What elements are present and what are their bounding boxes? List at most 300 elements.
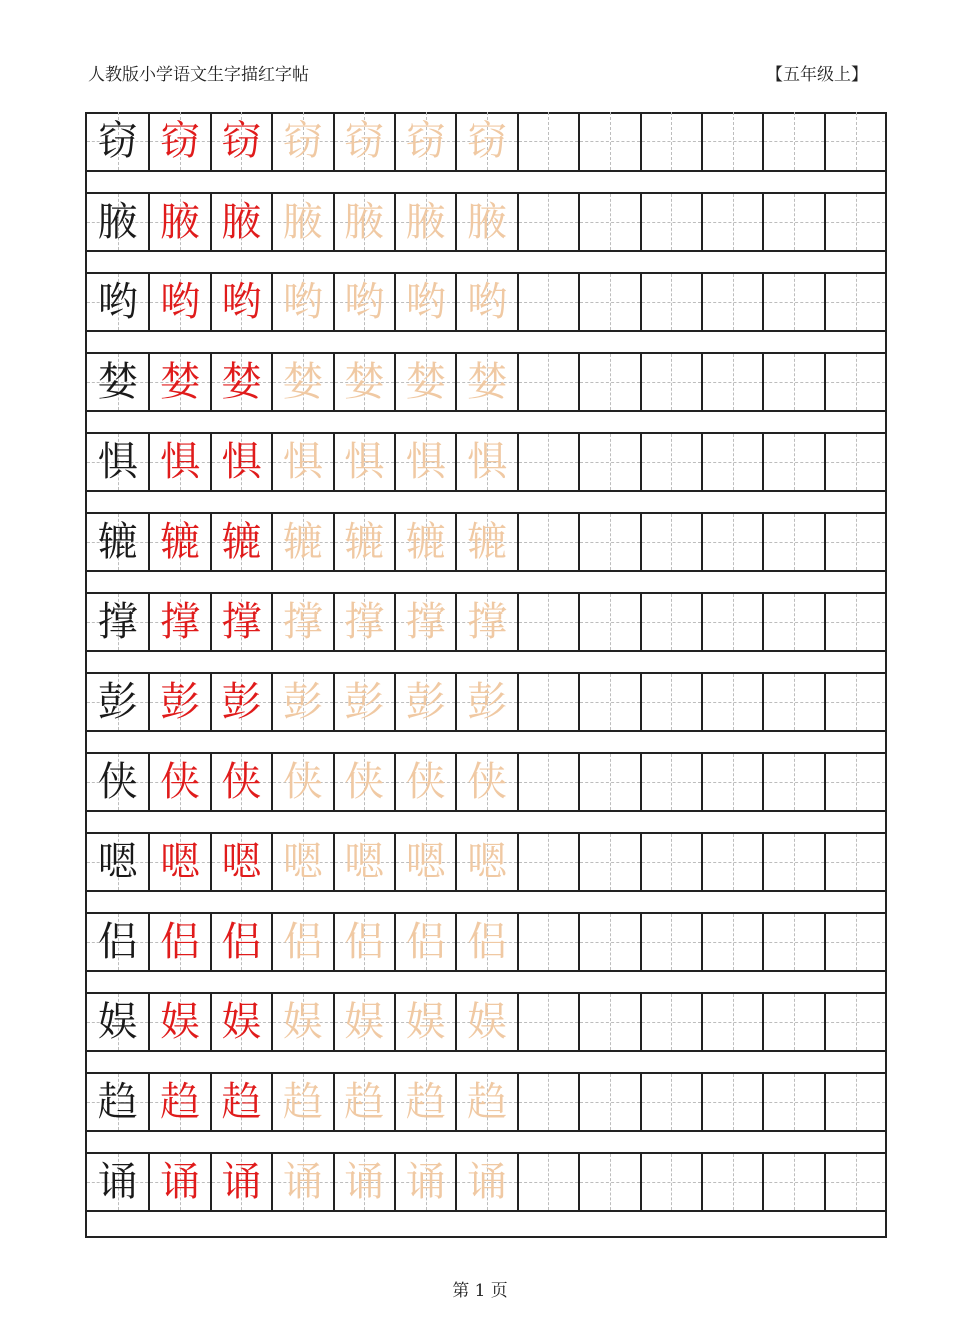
- trace-character: 哟: [344, 279, 385, 325]
- practice-row: [87, 592, 885, 652]
- red-character: 嗯: [221, 839, 262, 885]
- model-character: 腋: [97, 199, 138, 245]
- red-character: 嗯: [160, 839, 201, 885]
- guide-line-vertical: [548, 274, 549, 330]
- trace-character: 诵: [344, 1159, 385, 1205]
- guide-line-vertical: [856, 594, 857, 650]
- red-copy-cell: [210, 432, 271, 492]
- model-character: 诵: [97, 1159, 138, 1205]
- blank-practice-cell: [517, 992, 578, 1052]
- trace-character: 侠: [467, 759, 508, 805]
- blank-practice-cell: [762, 1072, 823, 1132]
- blank-practice-cell: [578, 352, 639, 412]
- trace-character: 惧: [405, 439, 446, 485]
- guide-line-vertical: [671, 112, 672, 170]
- blank-practice-cell: [517, 112, 578, 172]
- guide-line-vertical: [548, 194, 549, 250]
- practice-row: [87, 1152, 885, 1212]
- guide-line-vertical: [733, 274, 734, 330]
- red-copy-cell: [148, 832, 209, 892]
- guide-line-vertical: [794, 1074, 795, 1130]
- trace-character: 彭: [344, 679, 385, 725]
- blank-practice-cell: [762, 112, 823, 172]
- red-copy-cell: [210, 752, 271, 812]
- trace-cell: [394, 992, 455, 1052]
- trace-character: 惧: [467, 439, 508, 485]
- red-character: 趋: [160, 1079, 201, 1125]
- blank-practice-cell: [640, 432, 701, 492]
- model-cell: [87, 1072, 148, 1132]
- blank-practice-cell: [824, 112, 886, 172]
- blank-practice-cell: [640, 912, 701, 972]
- red-copy-cell: [148, 992, 209, 1052]
- red-copy-cell: [210, 352, 271, 412]
- red-copy-cell: [210, 112, 271, 172]
- blank-practice-cell: [701, 752, 762, 812]
- red-copy-cell: [148, 352, 209, 412]
- guide-line-vertical: [671, 434, 672, 490]
- model-cell: [87, 752, 148, 812]
- blank-practice-cell: [578, 1072, 639, 1132]
- guide-line-vertical: [548, 834, 549, 890]
- trace-character: 彭: [405, 679, 446, 725]
- blank-practice-cell: [701, 992, 762, 1052]
- red-copy-cell: [210, 1072, 271, 1132]
- guide-line-vertical: [671, 914, 672, 970]
- red-copy-cell: [148, 912, 209, 972]
- blank-practice-cell: [578, 272, 639, 332]
- red-character: 婪: [221, 359, 262, 405]
- trace-character: 窃: [282, 118, 323, 164]
- trace-cell: [271, 272, 332, 332]
- trace-character: 撑: [467, 599, 508, 645]
- trace-cell: [333, 1152, 394, 1212]
- guide-line-vertical: [671, 1074, 672, 1130]
- blank-practice-cell: [824, 272, 886, 332]
- guide-line-vertical: [733, 914, 734, 970]
- trace-cell: [271, 192, 332, 252]
- trace-cell: [333, 432, 394, 492]
- guide-line-vertical: [671, 834, 672, 890]
- trace-character: 侣: [344, 919, 385, 965]
- red-copy-cell: [210, 672, 271, 732]
- red-copy-cell: [210, 192, 271, 252]
- trace-cell: [333, 512, 394, 572]
- model-character: 娱: [97, 999, 138, 1045]
- trace-character: 婪: [467, 359, 508, 405]
- trace-cell: [455, 512, 516, 572]
- guide-line-vertical: [610, 354, 611, 410]
- trace-cell: [394, 912, 455, 972]
- guide-line-vertical: [794, 914, 795, 970]
- model-cell: [87, 1152, 148, 1212]
- blank-practice-cell: [824, 752, 886, 812]
- guide-line-vertical: [548, 112, 549, 170]
- blank-practice-cell: [578, 752, 639, 812]
- blank-practice-cell: [517, 592, 578, 652]
- red-character: 侠: [160, 759, 201, 805]
- guide-line-vertical: [856, 514, 857, 570]
- trace-character: 惧: [344, 439, 385, 485]
- trace-character: 嗯: [405, 839, 446, 885]
- guide-line-vertical: [548, 434, 549, 490]
- red-character: 彭: [221, 679, 262, 725]
- red-character: 腋: [160, 199, 201, 245]
- blank-practice-cell: [762, 512, 823, 572]
- trace-character: 趋: [467, 1079, 508, 1125]
- blank-practice-cell: [640, 192, 701, 252]
- model-character: 惧: [97, 439, 138, 485]
- guide-line-vertical: [671, 194, 672, 250]
- trace-cell: [455, 1152, 516, 1212]
- blank-practice-cell: [762, 352, 823, 412]
- blank-practice-cell: [640, 832, 701, 892]
- trace-character: 腋: [282, 199, 323, 245]
- guide-line-vertical: [610, 194, 611, 250]
- guide-line-vertical: [733, 434, 734, 490]
- trace-cell: [333, 592, 394, 652]
- guide-line-vertical: [856, 1154, 857, 1210]
- guide-line-vertical: [794, 354, 795, 410]
- blank-practice-cell: [701, 192, 762, 252]
- guide-line-vertical: [794, 994, 795, 1050]
- guide-line-vertical: [856, 994, 857, 1050]
- red-character: 窃: [160, 118, 201, 164]
- trace-character: 嗯: [467, 839, 508, 885]
- blank-practice-cell: [640, 592, 701, 652]
- guide-line-vertical: [671, 354, 672, 410]
- trace-cell: [271, 1072, 332, 1132]
- red-character: 辘: [221, 519, 262, 565]
- guide-line-vertical: [794, 834, 795, 890]
- blank-practice-cell: [701, 512, 762, 572]
- red-character: 窃: [221, 118, 262, 164]
- red-character: 趋: [221, 1079, 262, 1125]
- model-cell: [87, 592, 148, 652]
- blank-practice-cell: [578, 192, 639, 252]
- practice-row: [87, 1072, 885, 1132]
- blank-practice-cell: [824, 992, 886, 1052]
- blank-practice-cell: [701, 912, 762, 972]
- trace-character: 侠: [405, 759, 446, 805]
- practice-row: [87, 912, 885, 972]
- guide-line-vertical: [856, 354, 857, 410]
- model-character: 侣: [97, 919, 138, 965]
- model-cell: [87, 672, 148, 732]
- red-copy-cell: [210, 272, 271, 332]
- practice-row: [87, 352, 885, 412]
- blank-practice-cell: [824, 1152, 886, 1212]
- blank-practice-cell: [640, 752, 701, 812]
- guide-line-vertical: [733, 1074, 734, 1130]
- trace-character: 窃: [344, 118, 385, 164]
- trace-character: 侠: [344, 759, 385, 805]
- trace-cell: [455, 432, 516, 492]
- model-cell: [87, 992, 148, 1052]
- blank-practice-cell: [701, 1072, 762, 1132]
- page-number: 第 1 页: [452, 1281, 508, 1301]
- guide-line-vertical: [794, 274, 795, 330]
- trace-cell: [333, 672, 394, 732]
- trace-cell: [271, 352, 332, 412]
- red-character: 撑: [160, 599, 201, 645]
- guide-line-vertical: [610, 834, 611, 890]
- guide-line-vertical: [794, 112, 795, 170]
- guide-line-vertical: [794, 434, 795, 490]
- guide-line-vertical: [856, 754, 857, 810]
- guide-line-vertical: [856, 194, 857, 250]
- guide-line-vertical: [794, 594, 795, 650]
- blank-practice-cell: [640, 352, 701, 412]
- trace-cell: [455, 912, 516, 972]
- blank-practice-cell: [640, 512, 701, 572]
- blank-practice-cell: [640, 1072, 701, 1132]
- guide-line-vertical: [610, 434, 611, 490]
- guide-line-vertical: [671, 994, 672, 1050]
- trace-character: 辘: [282, 519, 323, 565]
- red-copy-cell: [148, 672, 209, 732]
- trace-cell: [394, 832, 455, 892]
- guide-line-vertical: [733, 834, 734, 890]
- trace-cell: [455, 992, 516, 1052]
- red-copy-cell: [210, 592, 271, 652]
- guide-line-vertical: [610, 754, 611, 810]
- blank-practice-cell: [517, 1152, 578, 1212]
- blank-practice-cell: [824, 912, 886, 972]
- trace-cell: [271, 672, 332, 732]
- blank-practice-cell: [578, 992, 639, 1052]
- red-character: 侠: [221, 759, 262, 805]
- red-copy-cell: [210, 832, 271, 892]
- guide-line-vertical: [794, 194, 795, 250]
- blank-practice-cell: [701, 1152, 762, 1212]
- guide-line-vertical: [856, 112, 857, 170]
- red-copy-cell: [148, 1152, 209, 1212]
- guide-line-vertical: [610, 1074, 611, 1130]
- trace-cell: [455, 192, 516, 252]
- guide-line-vertical: [856, 1074, 857, 1130]
- blank-practice-cell: [701, 832, 762, 892]
- trace-cell: [333, 272, 394, 332]
- trace-character: 诵: [405, 1159, 446, 1205]
- red-character: 侣: [160, 919, 201, 965]
- trace-character: 趋: [344, 1079, 385, 1125]
- guide-line-vertical: [733, 194, 734, 250]
- model-character: 婪: [97, 359, 138, 405]
- practice-row: [87, 272, 885, 332]
- guide-line-vertical: [671, 674, 672, 730]
- guide-line-vertical: [610, 914, 611, 970]
- trace-character: 惧: [282, 439, 323, 485]
- blank-practice-cell: [701, 272, 762, 332]
- red-character: 哟: [221, 279, 262, 325]
- blank-practice-cell: [762, 992, 823, 1052]
- blank-practice-cell: [517, 512, 578, 572]
- blank-practice-cell: [762, 752, 823, 812]
- model-character: 辘: [97, 519, 138, 565]
- guide-line-vertical: [548, 994, 549, 1050]
- blank-practice-cell: [640, 992, 701, 1052]
- trace-cell: [333, 1072, 394, 1132]
- trace-character: 侣: [405, 919, 446, 965]
- blank-practice-cell: [824, 192, 886, 252]
- trace-cell: [394, 432, 455, 492]
- model-character: 撑: [97, 599, 138, 645]
- trace-character: 婪: [405, 359, 446, 405]
- guide-line-vertical: [548, 754, 549, 810]
- red-copy-cell: [148, 192, 209, 252]
- trace-cell: [333, 832, 394, 892]
- trace-cell: [271, 1152, 332, 1212]
- trace-cell: [271, 112, 332, 172]
- red-character: 撑: [221, 599, 262, 645]
- trace-character: 趋: [282, 1079, 323, 1125]
- guide-line-vertical: [548, 1074, 549, 1130]
- trace-character: 婪: [344, 359, 385, 405]
- blank-practice-cell: [762, 1152, 823, 1212]
- blank-practice-cell: [762, 272, 823, 332]
- trace-cell: [394, 752, 455, 812]
- trace-cell: [394, 192, 455, 252]
- blank-practice-cell: [640, 272, 701, 332]
- red-copy-cell: [148, 432, 209, 492]
- blank-practice-cell: [762, 832, 823, 892]
- blank-practice-cell: [762, 192, 823, 252]
- blank-practice-cell: [517, 192, 578, 252]
- red-copy-cell: [148, 112, 209, 172]
- guide-line-vertical: [856, 834, 857, 890]
- red-character: 彭: [160, 679, 201, 725]
- model-character: 趋: [97, 1079, 138, 1125]
- trace-character: 腋: [467, 199, 508, 245]
- guide-line-vertical: [548, 1154, 549, 1210]
- trace-cell: [271, 992, 332, 1052]
- trace-character: 哟: [467, 279, 508, 325]
- guide-line-vertical: [794, 754, 795, 810]
- trace-cell: [455, 592, 516, 652]
- trace-character: 娱: [344, 999, 385, 1045]
- guide-line-vertical: [610, 514, 611, 570]
- guide-line-vertical: [610, 594, 611, 650]
- trace-character: 侣: [467, 919, 508, 965]
- practice-row: [87, 672, 885, 732]
- red-character: 惧: [221, 439, 262, 485]
- blank-practice-cell: [824, 672, 886, 732]
- model-character: 哟: [97, 279, 138, 325]
- red-copy-cell: [210, 1152, 271, 1212]
- guide-line-vertical: [794, 1154, 795, 1210]
- guide-line-vertical: [671, 594, 672, 650]
- trace-cell: [394, 592, 455, 652]
- blank-practice-cell: [640, 1152, 701, 1212]
- guide-line-vertical: [856, 914, 857, 970]
- blank-practice-cell: [578, 1152, 639, 1212]
- trace-cell: [271, 592, 332, 652]
- trace-cell: [394, 1072, 455, 1132]
- blank-practice-cell: [578, 112, 639, 172]
- guide-line-vertical: [733, 514, 734, 570]
- trace-cell: [394, 272, 455, 332]
- blank-practice-cell: [824, 1072, 886, 1132]
- model-character: 侠: [97, 759, 138, 805]
- blank-practice-cell: [517, 672, 578, 732]
- trace-character: 彭: [282, 679, 323, 725]
- blank-practice-cell: [640, 112, 701, 172]
- blank-practice-cell: [824, 592, 886, 652]
- blank-practice-cell: [762, 672, 823, 732]
- blank-practice-cell: [701, 112, 762, 172]
- trace-character: 撑: [344, 599, 385, 645]
- trace-character: 撑: [405, 599, 446, 645]
- guide-line-vertical: [794, 674, 795, 730]
- trace-cell: [333, 992, 394, 1052]
- trace-cell: [455, 352, 516, 412]
- red-copy-cell: [148, 1072, 209, 1132]
- trace-character: 哟: [282, 279, 323, 325]
- red-copy-cell: [148, 752, 209, 812]
- model-cell: [87, 832, 148, 892]
- guide-line-vertical: [733, 354, 734, 410]
- model-cell: [87, 112, 148, 172]
- guide-line-vertical: [856, 674, 857, 730]
- trace-cell: [455, 672, 516, 732]
- trace-cell: [455, 112, 516, 172]
- model-character: 窃: [97, 118, 138, 164]
- guide-line-vertical: [733, 754, 734, 810]
- guide-line-vertical: [548, 594, 549, 650]
- guide-line-vertical: [610, 674, 611, 730]
- trace-cell: [455, 1072, 516, 1132]
- practice-row: [87, 192, 885, 252]
- model-cell: [87, 912, 148, 972]
- blank-practice-cell: [701, 592, 762, 652]
- model-cell: [87, 272, 148, 332]
- trace-character: 嗯: [344, 839, 385, 885]
- blank-practice-cell: [762, 592, 823, 652]
- blank-practice-cell: [578, 432, 639, 492]
- guide-line-vertical: [856, 434, 857, 490]
- trace-cell: [455, 832, 516, 892]
- blank-practice-cell: [762, 912, 823, 972]
- guide-line-vertical: [610, 1154, 611, 1210]
- trace-character: 彭: [467, 679, 508, 725]
- trace-cell: [333, 352, 394, 412]
- trace-character: 诵: [467, 1159, 508, 1205]
- blank-practice-cell: [517, 1072, 578, 1132]
- blank-practice-cell: [517, 752, 578, 812]
- trace-character: 辘: [344, 519, 385, 565]
- guide-line-vertical: [548, 914, 549, 970]
- blank-practice-cell: [701, 352, 762, 412]
- guide-line-vertical: [733, 594, 734, 650]
- trace-character: 辘: [467, 519, 508, 565]
- practice-row: [87, 512, 885, 572]
- guide-line-vertical: [733, 112, 734, 170]
- blank-practice-cell: [578, 832, 639, 892]
- blank-practice-cell: [701, 672, 762, 732]
- red-copy-cell: [148, 592, 209, 652]
- red-character: 诵: [221, 1159, 262, 1205]
- model-cell: [87, 512, 148, 572]
- trace-cell: [394, 112, 455, 172]
- trace-character: 娱: [282, 999, 323, 1045]
- blank-practice-cell: [517, 832, 578, 892]
- red-copy-cell: [210, 912, 271, 972]
- guide-line-vertical: [610, 994, 611, 1050]
- red-character: 侣: [221, 919, 262, 965]
- red-character: 娱: [160, 999, 201, 1045]
- practice-row: [87, 992, 885, 1052]
